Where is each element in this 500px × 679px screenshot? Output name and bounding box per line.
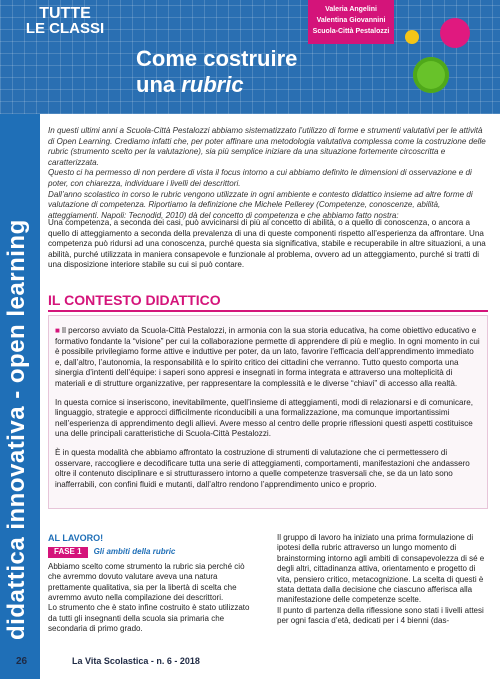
work-column-1-paragraph-2: Lo strumento che è stato infine costruito è stato utilizzato da tutti gli insegnanti della scuola sia primaria che secondaria di primo grado. bbox=[48, 603, 250, 634]
author-1: Valeria Angelini bbox=[325, 6, 377, 13]
context-paragraph-1-text: Il percorso avviato da Scuola-Città Pestalozzi, in armonia con la sua storia educativa, ha come obiettivo educativo e formativo fondante la “visione” per cui la collaborazione permette di apprendere di più e meglio. In ogni momento in cui è possibile privilegiamo forme attive e induttive per poter, da un lato, favorire l’efficacia dell’apprendimento immediato e, dall’altro, l’autonomia, la responsabilità e lo spirito critico dei cittadini che verranno. Tutto questo comporta una sinergia d’intenti dell’équipe: i saperi sono appresi e insegnati in forma integrata e attraverso una molteplicità di materiali e di strutture organizzative, per rappresentare la complessità e le diverse “chiavi” di accesso alla realtà. bbox=[55, 326, 480, 388]
fase-title-italic: rubric bbox=[152, 547, 176, 557]
gear-yellow-icon bbox=[405, 30, 419, 44]
work-columns bbox=[48, 533, 488, 643]
fase-badge: FASE 1 bbox=[48, 547, 88, 557]
fase-title-prefix: Gli ambiti della bbox=[93, 547, 153, 557]
page-number: 26 bbox=[16, 656, 28, 667]
intro bbox=[48, 126, 488, 221]
work-column-1-paragraph-1: Abbiamo scelto come strumento la rubric sia perché ciò che avremmo dovuto valutare aveva una natura prettamente qualitativa, sia per la libertà di scelta che avremmo avuto nella compilazione dei descrittori. bbox=[48, 561, 245, 603]
article-title bbox=[136, 46, 297, 98]
body-paragraph: Una competenza, a seconda dei casi, può avvicinarsi di più al concetto di abilità, o a quello di conoscenza, o ancora a quello di atteggiamento a seconda della prevalenza di una di queste componenti rispetto all’esperienza da affrontare. Una competenza può ridursi ad una conoscenza, purché questa sia significativa, stabile e recuperabile in altre situazioni, a una abilità, purché utilizzata in maniera consapevole e funzionale al problema, ovvero ad un atteggiamento, purché si tratti di una disposizione interiore stabile su cui si può contare. bbox=[48, 218, 486, 270]
bullet-icon: ■ bbox=[55, 326, 60, 335]
fase-1 bbox=[48, 547, 259, 557]
context-paragraph-3: È in questa modalità che abbiamo affrontato la costruzione di strumenti di valutazione che ci permettessero di osservare, raccogliere e decodificare tutta una serie di atteggiamenti, comportamenti, manifestazioni che andassero oltre il contenuto disciplinare e si strutturassero intorno a quelle competenze trasversali che, se da un lato sono inafferrabili, con confini fluidi e mutanti, dall’altro rendono l’apprendimento unico e proprio. bbox=[55, 447, 470, 489]
work-column-1 bbox=[48, 533, 259, 643]
intro-paragraph-2: Questo ci ha permesso di non perdere di vista il focus intorno a cui abbiamo definito le dimensioni di osservazione e di poter, con chiarezza, individuare i livelli dei descrittori. bbox=[48, 168, 472, 188]
vertical-title: didattica innovativa - open learning bbox=[3, 219, 30, 640]
author-2: Valentina Giovannini bbox=[316, 17, 386, 24]
context-paragraph-2: In questa cornice si inseriscono, inevitabilmente, quell’insieme di atteggiamenti, modi di relazionarsi e di comunicare, linguaggio, strategie e approcci difficilmente riconducibili a una formalizzazione, ma comunque importantissimi nell’esperienza di apprendimento degli allievi. Avere messo al centro delle proprie riflessioni questi aspetti costituisce una delle principali caratteristiche di Scuola-Città Pestalozzi. bbox=[55, 397, 473, 439]
intro-paragraph-3: Dall’anno scolastico in corso le rubric vengono utilizzate in ogni ambiente e contesto didattico insieme ad altre forme di valutazione di competenza. Riportiamo la definizione che Michele Pellerey (Competenze, conoscenze, abilità, atteggiamenti. Napoli: Tecnodid, 2010) dà del concetto di competenza e che abbiamo fatto nostra: bbox=[48, 189, 473, 220]
header bbox=[0, 0, 500, 114]
intro-paragraph-1: In questi ultimi anni a Scuola-Città Pestalozzi abbiamo sistematizzato l’utilizzo di forme e strumenti valutativi per le attività di Open Learning. Crediamo infatti che, per poter affinare una metodologia valutativa complessa come la costruzione delle rubric (strumento scelto per la valutazione), sia più semplice iniziare da una situazione fortemente circoscritta e caratterizzata. bbox=[48, 126, 486, 167]
article-title-line2-prefix: una bbox=[136, 72, 182, 97]
footer-text: La Vita Scolastica - n. 6 - 2018 bbox=[72, 656, 200, 666]
context-box bbox=[48, 315, 488, 509]
gear-pink-icon bbox=[440, 18, 470, 48]
work-heading: AL LAVORO! bbox=[48, 533, 104, 543]
fase-title bbox=[94, 547, 176, 557]
article-title-line1: Come costruire bbox=[136, 46, 298, 71]
work-column-2-paragraph-1: Il gruppo di lavoro ha iniziato una prima formulazione di ipotesi della rubric attraverso un lungo momento di brainstorming intorno agli ambiti di consapevolezza di sé e degli altri, cittadinanza attiva, orientamento e progetto di vita, pensiero critico, metacognizione. La scelta di questi è stata dettata dalla decisione che ciascuno afferisca alla manifestazione delle competenze scelte. bbox=[277, 533, 485, 605]
article-title-line2-italic: rubric bbox=[181, 72, 244, 97]
section-title: IL CONTESTO DIDATTICO bbox=[48, 292, 488, 312]
header-logo-line2: LE CLASSI bbox=[25, 20, 105, 37]
header-logo bbox=[25, 6, 105, 36]
author-3: Scuola-Città Pestalozzi bbox=[312, 28, 390, 35]
header-logo-line1: TUTTE bbox=[39, 5, 91, 22]
context-paragraph-1 bbox=[55, 326, 481, 390]
authors-box bbox=[308, 0, 394, 44]
article-title-line2 bbox=[136, 72, 297, 98]
gear-green-icon bbox=[413, 57, 449, 93]
work-column-2-paragraph-2: Il punto di partenza della riflessione sono stati i livelli attesi per ogni fascia d’età, dedicati per i 4 bienni (das- bbox=[277, 605, 484, 626]
work-column-2 bbox=[277, 533, 488, 643]
